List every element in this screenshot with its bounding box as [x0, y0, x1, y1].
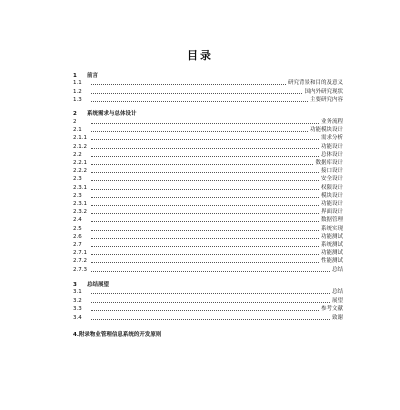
dot-leader	[91, 135, 319, 140]
toc-entry	[73, 158, 343, 166]
entry-number: 3.4	[73, 314, 82, 321]
entry-label: 功能设计	[320, 201, 343, 207]
page-title: 目录	[187, 49, 213, 62]
dot-leader	[91, 119, 319, 124]
dot-leader	[91, 152, 319, 157]
entry-number: 2.7.3	[73, 266, 87, 273]
section-title: 前言	[87, 73, 99, 79]
entry-label: 主要研究内容	[309, 97, 343, 103]
toc-entry	[73, 248, 343, 256]
toc-entry	[73, 87, 343, 95]
toc-entry	[73, 304, 343, 312]
entry-label: 业务流程	[320, 119, 343, 125]
toc-entry	[73, 215, 343, 223]
entry-label: 研究背景和目的及意义	[287, 80, 343, 86]
section-title: 总结展望	[87, 282, 110, 288]
section-number: 2	[73, 111, 77, 117]
entry-label: 功能测试	[320, 250, 343, 257]
entry-number: 2.3	[73, 192, 82, 199]
toc-entry	[73, 183, 343, 191]
toc-entry	[73, 224, 343, 232]
entry-number: 2	[73, 119, 77, 125]
entry-number: 3.2	[73, 297, 82, 304]
dot-leader	[91, 176, 319, 181]
entry-label: 参考文献	[320, 306, 343, 313]
entry-label: 功能设计	[320, 143, 343, 150]
entry-number: 2.3.1	[73, 201, 87, 207]
entry-number: 2.1	[73, 127, 82, 134]
dot-leader	[91, 209, 319, 214]
dot-leader	[91, 89, 302, 94]
toc-entry	[73, 240, 343, 248]
entry-number: 2.1.1	[73, 135, 87, 142]
toc-entry	[73, 207, 343, 215]
dot-leader	[91, 80, 286, 85]
entry-label: 总体设计	[320, 151, 343, 158]
entry-number: 2.3.1	[73, 184, 87, 191]
dot-leader	[91, 160, 313, 165]
entry-label: 致谢	[331, 314, 343, 321]
dot-leader	[91, 298, 330, 303]
toc-entry	[73, 174, 343, 182]
dot-leader	[91, 193, 319, 198]
dot-leader	[91, 242, 319, 247]
entry-label: 需求分析	[320, 135, 343, 142]
toc-entry	[73, 232, 343, 240]
section-number: 3	[73, 282, 77, 288]
toc-entry	[73, 125, 343, 133]
entry-label: 国内外研究现状	[304, 88, 343, 95]
entry-label: 展望	[331, 297, 343, 304]
dot-leader	[91, 97, 308, 102]
entry-number: 2.7.1	[73, 250, 87, 257]
section-title: 4.附录物业管理信息系统的开发原则	[73, 332, 162, 338]
dot-leader	[91, 234, 319, 239]
dot-leader	[91, 250, 319, 255]
entry-number: 2.7.2	[73, 258, 87, 265]
toc-entry	[73, 191, 343, 199]
dot-leader	[91, 127, 308, 132]
dot-leader	[91, 289, 330, 294]
entry-number: 2.5	[73, 225, 82, 232]
dot-leader	[91, 217, 319, 222]
entry-number: 2.6	[73, 233, 82, 240]
toc-entry	[73, 296, 343, 304]
section-title: 系统需求与总体设计	[87, 111, 137, 117]
entry-label: 权限设计	[320, 184, 343, 191]
dot-leader	[91, 168, 319, 173]
entry-number: 1.2	[73, 88, 82, 95]
entry-number: 3.3	[73, 306, 82, 313]
section-number: 1	[73, 73, 77, 79]
toc-entry	[73, 142, 343, 150]
dot-leader	[91, 267, 330, 272]
dot-leader	[91, 201, 319, 206]
entry-label: 接口设计	[320, 168, 343, 175]
entry-label: 功能测试	[320, 233, 343, 240]
entry-number: 3.1	[73, 289, 82, 295]
toc-entry	[73, 150, 343, 158]
entry-number: 1.1	[73, 80, 82, 86]
toc-entry	[73, 199, 343, 207]
entry-label: 界面设计	[320, 209, 343, 216]
entry-label: 安全设计	[320, 176, 343, 183]
entry-label: 系统实现	[320, 225, 343, 232]
section-heading	[73, 330, 161, 338]
entry-number: 2.2.1	[73, 160, 87, 166]
toc-entry	[73, 313, 343, 321]
entry-number: 2.4	[73, 217, 82, 224]
entry-number: 2.1.2	[73, 143, 87, 150]
dot-leader	[91, 226, 319, 231]
entry-number: 1.3	[73, 97, 82, 103]
entry-label: 总结	[331, 266, 343, 273]
entry-number: 2.2	[73, 151, 82, 158]
entry-label: 模块设计	[320, 192, 343, 199]
entry-label: 数据库设计	[315, 160, 343, 166]
dot-leader	[91, 144, 319, 149]
toc-entry	[73, 166, 343, 174]
toc-entry	[73, 133, 343, 141]
entry-number: 2.7	[73, 242, 82, 248]
entry-label: 总结	[331, 289, 343, 295]
toc-entry	[73, 95, 343, 103]
dot-leader	[91, 306, 319, 311]
entry-label: 数据管理	[320, 217, 343, 224]
section-heading	[73, 109, 137, 117]
entry-number: 2.2.2	[73, 168, 87, 175]
toc-entry	[73, 78, 343, 86]
entry-label: 功能模块设计	[309, 127, 343, 134]
toc-entry	[73, 265, 343, 273]
toc-entry	[73, 287, 343, 295]
toc-entry	[73, 256, 343, 264]
entry-number: 2.3	[73, 176, 82, 183]
dot-leader	[91, 258, 319, 263]
entry-number: 2.3.2	[73, 209, 87, 216]
entry-label: 性能测试	[320, 258, 343, 265]
dot-leader	[91, 315, 330, 320]
entry-label: 系统测试	[320, 242, 343, 248]
dot-leader	[91, 185, 319, 190]
toc-entry	[73, 117, 343, 125]
